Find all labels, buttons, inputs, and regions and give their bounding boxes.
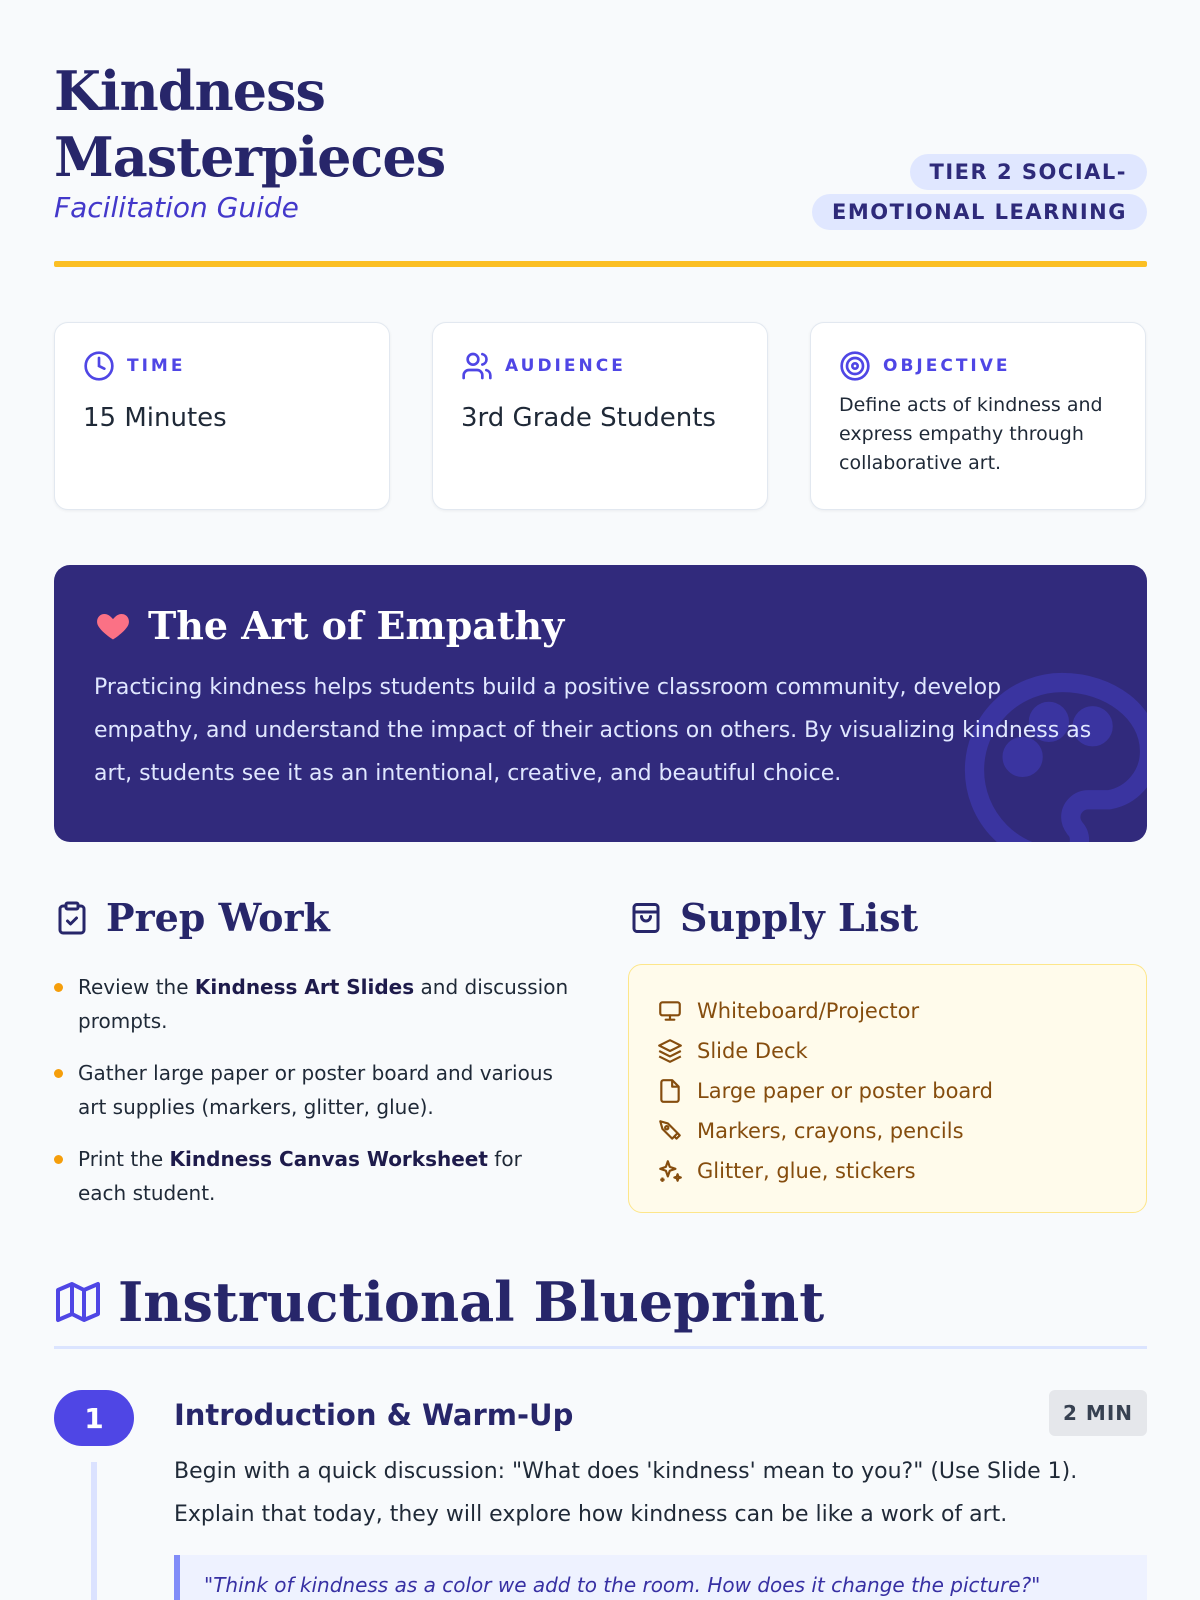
objective-card — [810, 322, 1146, 510]
instructional-blueprint-section — [54, 1270, 1147, 1334]
prep-work-title: Prep Work — [106, 895, 330, 940]
empathy-banner — [54, 565, 1147, 842]
time-value: 15 Minutes — [83, 403, 227, 433]
list-item: Glitter, glue, stickers — [657, 1151, 1118, 1191]
list-item: Markers, crayons, pencils — [657, 1111, 1118, 1151]
supply-list-section — [628, 895, 1147, 1213]
audience-value: 3rd Grade Students — [461, 403, 716, 433]
target-icon — [839, 350, 871, 382]
map-icon — [54, 1278, 102, 1326]
list-item: Whiteboard/Projector — [657, 991, 1118, 1031]
audience-card — [432, 322, 768, 510]
step-quote: "Think of kindness as a color we add to the room. How does it change the picture?" — [174, 1555, 1147, 1600]
audience-label: AUDIENCE — [505, 356, 626, 376]
time-card — [54, 322, 390, 510]
objective-value: Define acts of kindness and express empathy through collaborative art. — [839, 394, 1103, 474]
step-duration-badge: 2 MIN — [1049, 1390, 1147, 1436]
supply-box — [628, 964, 1147, 1213]
list-item: Review the Kindness Art Slides and discussion prompts. — [54, 970, 574, 1038]
list-item: Gather large paper or poster board and various art supplies (markers, glitter, glue). — [54, 1056, 574, 1124]
step-title: Introduction & Warm-Up — [174, 1398, 574, 1432]
clipboard-check-icon — [54, 900, 90, 936]
facilitation-guide-page — [54, 0, 1147, 1600]
banner-text: Practicing kindness helps students build a positive classroom community, develop empathy, and understand the impact of their actions on others. By visualizing kindness as art, students see it as an intentional, creative, and beautiful choice. — [94, 675, 1092, 786]
page-header — [54, 58, 1147, 268]
step-timeline-line — [91, 1462, 97, 1600]
pen-tool-icon — [657, 1118, 683, 1144]
list-item: Print the Kindness Canvas Worksheet for each student. — [54, 1142, 574, 1210]
sparkles-icon — [657, 1158, 683, 1184]
list-item: Large paper or poster board — [657, 1071, 1118, 1111]
list-item: Slide Deck — [657, 1031, 1118, 1071]
info-cards — [54, 322, 1147, 510]
prep-list — [54, 970, 574, 1210]
prep-work-section — [54, 895, 574, 1228]
clock-icon — [83, 350, 115, 382]
step-1 — [54, 1390, 1147, 1600]
page-title: Kindness Masterpieces — [54, 59, 446, 189]
supply-list-title: Supply List — [680, 895, 919, 940]
heart-icon — [94, 608, 132, 644]
banner-title: The Art of Empathy — [148, 603, 565, 648]
objective-label: OBJECTIVE — [883, 356, 1011, 376]
page-subtitle: Facilitation Guide — [54, 191, 299, 224]
shopping-bag-icon — [628, 900, 664, 936]
blueprint-title: Instructional Blueprint — [118, 1270, 825, 1334]
layers-icon — [657, 1038, 683, 1064]
tier-badge — [787, 152, 1147, 232]
file-icon — [657, 1078, 683, 1104]
time-label: TIME — [127, 356, 186, 376]
tier-badge-label: TIER 2 SOCIAL-EMOTIONAL LEARNING — [812, 154, 1147, 230]
blueprint-divider — [54, 1346, 1147, 1349]
step-description: Begin with a quick discussion: "What does 'kindness' mean to you?" (Use Slide 1). Explain that today, they will explore how kindness can be like a work of art. — [174, 1459, 1078, 1527]
users-icon — [461, 350, 493, 382]
step-number-badge: 1 — [54, 1390, 134, 1446]
header-divider — [54, 261, 1147, 267]
monitor-icon — [657, 998, 683, 1024]
